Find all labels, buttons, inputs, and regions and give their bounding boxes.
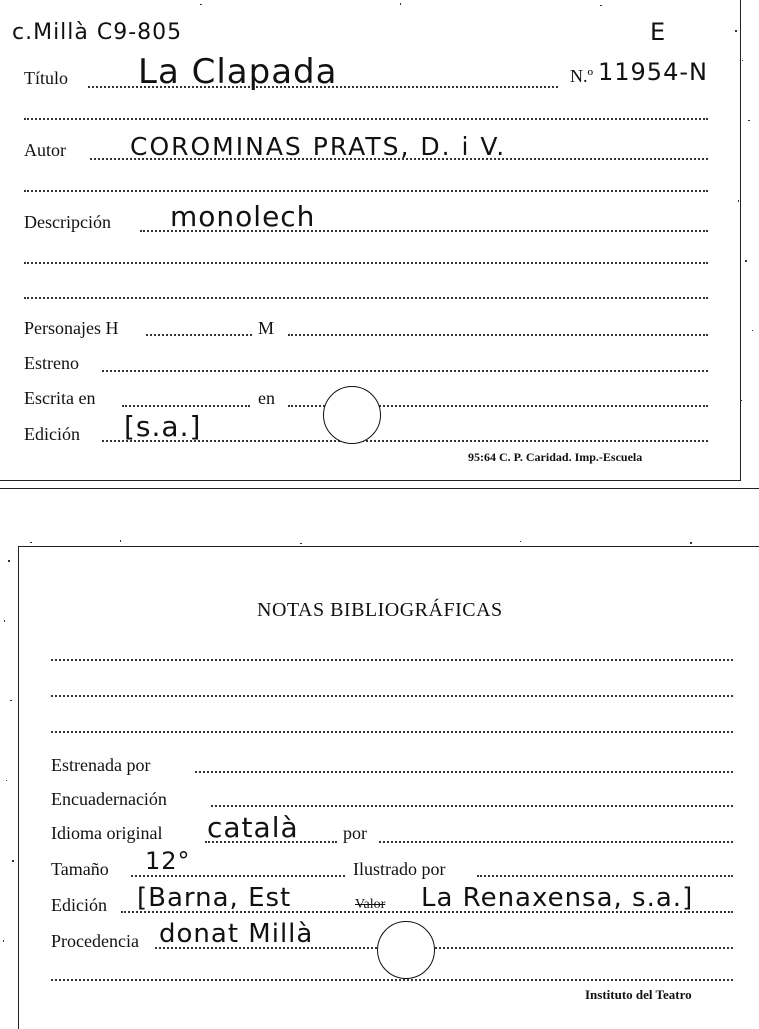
- encuadernacion-label: Encuadernación: [51, 789, 167, 809]
- numero-label: N.º: [570, 66, 594, 86]
- corner-mark: E: [650, 18, 667, 46]
- autor-value: COROMINAS PRATS, D. i V.: [130, 132, 507, 161]
- printer-imprint: 95:64 C. P. Caridad. Imp.-Escuela: [468, 450, 643, 464]
- edicion-label-2: Edición: [51, 895, 107, 915]
- descripcion-label: Descripción: [24, 212, 111, 232]
- estreno-label: Estreno: [24, 353, 79, 373]
- tamano-value: 12°: [145, 847, 191, 875]
- numero-value: 11954-N: [598, 58, 708, 86]
- escrita-en-label: Escrita en: [24, 388, 96, 408]
- titulo-value: La Clapada: [138, 52, 338, 92]
- edicion-value-struck: Valor: [355, 897, 386, 912]
- autor-label: Autor: [24, 140, 66, 160]
- idioma-original-value: català: [207, 811, 299, 844]
- procedencia-value: donat Millà: [159, 919, 314, 949]
- descripcion-value: monolech: [170, 200, 316, 233]
- estrenada-por-label: Estrenada por: [51, 755, 151, 775]
- edicion-label: Edición: [24, 424, 80, 444]
- edicion-value-part1: [Barna, Est: [137, 883, 292, 913]
- edicion-value: [s.a.]: [124, 410, 202, 443]
- edicion-value-part2: La Renaxensa, s.a.]: [421, 883, 694, 913]
- ilustrado-por-label: Ilustrado por: [353, 859, 446, 879]
- procedencia-label: Procedencia: [51, 931, 139, 951]
- titulo-label: Título: [24, 68, 68, 88]
- tamano-label: Tamaño: [51, 859, 109, 879]
- personajes-m-label: M: [258, 318, 275, 338]
- notas-heading: NOTAS BIBLIOGRÁFICAS: [257, 599, 503, 621]
- top-handwritten-note: c.Millà C9-805: [12, 20, 183, 45]
- personajes-label: Personajes H: [24, 318, 119, 338]
- idioma-por-label: por: [343, 823, 367, 843]
- en-label: en: [258, 388, 275, 408]
- institution-name: Instituto del Teatro: [585, 987, 692, 1002]
- idioma-original-label: Idioma original: [51, 823, 163, 843]
